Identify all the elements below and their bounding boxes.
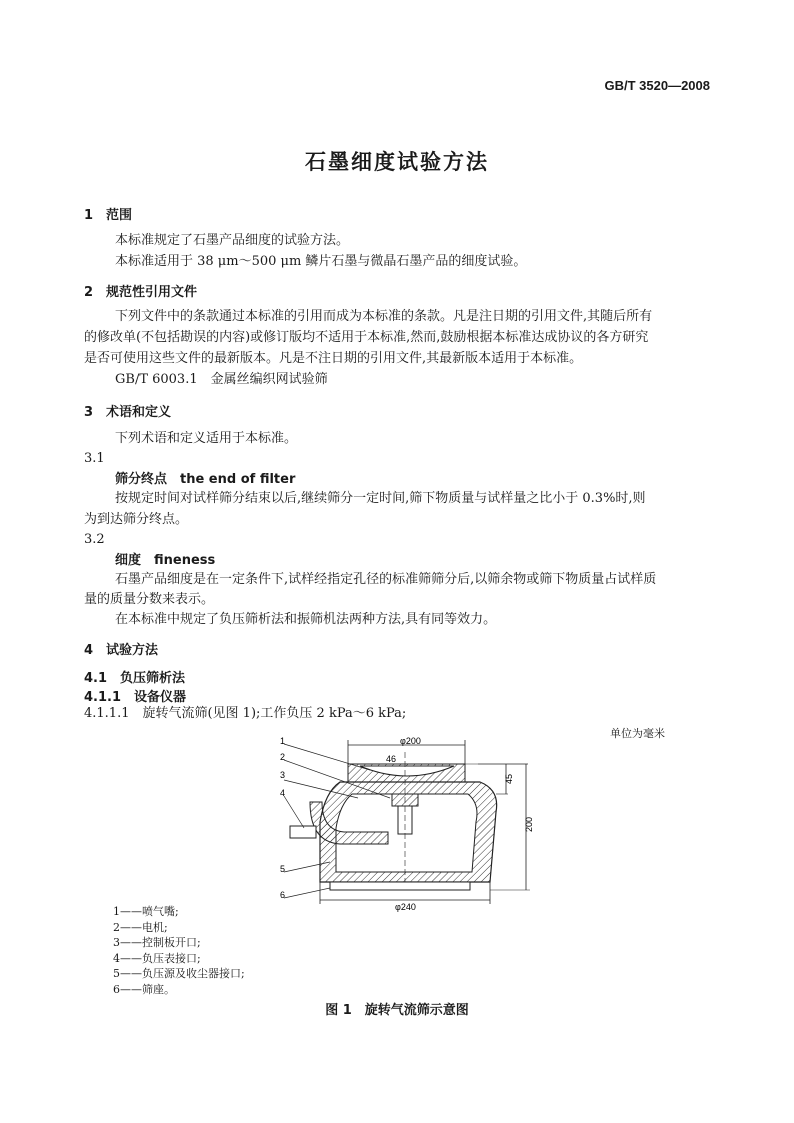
section-1-para-1: 本标准规定了石墨产品细度的试验方法。 bbox=[115, 233, 350, 248]
section-2-line-2: 的修改单(不包括勘误的内容)或修订版均不适用于本标准,然而,鼓励根据本标准达成协议的各方研究 bbox=[84, 330, 649, 345]
term-2-def-line-2: 量的质量分数来表示。 bbox=[84, 592, 215, 607]
page-title: 石墨细度试验方法 bbox=[305, 149, 489, 174]
dim-45: 45 bbox=[504, 773, 514, 784]
term-1-def-line-1: 按规定时间对试样筛分结束以后,继续筛分一定时间,筛下物质量与试样量之比小于 0.3%时,则 bbox=[115, 491, 646, 506]
section-4-1-1-1-text: 4.1.1.1 旋转气流筛(见图 1);工作负压 2 kPa～6 kPa; bbox=[84, 706, 407, 721]
dim-phi200: φ200 bbox=[400, 736, 421, 746]
term-2-def-line-1: 石墨产品细度是在一定条件下,试样经指定孔径的标准筛筛分后,以筛余物或筛下物质量占试样质 bbox=[115, 572, 657, 587]
section-4-1-1-heading: 4.1.1 设备仪器 bbox=[84, 690, 187, 705]
section-2-heading: 2 规范性引用文件 bbox=[84, 285, 198, 300]
legend-item-6: 6——筛座。 bbox=[113, 982, 175, 996]
callout-4: 4 bbox=[280, 788, 286, 798]
callout-6: 6 bbox=[280, 890, 286, 900]
standard-number: GB/T 3520—2008 bbox=[604, 78, 710, 93]
reference-item: GB/T 6003.1 金属丝编织网试验筛 bbox=[115, 372, 328, 387]
legend-item-3: 3——控制板开口; bbox=[113, 936, 201, 949]
callout-5: 5 bbox=[280, 864, 286, 874]
section-2-line-3: 是否可使用这些文件的最新版本。凡是不注日期的引用文件,其最新版本适用于本标准。 bbox=[84, 351, 583, 366]
section-3-heading: 3 术语和定义 bbox=[84, 405, 172, 420]
legend-item-1: 1——喷气嘴; bbox=[113, 905, 179, 918]
legend-item-2: 2——电机; bbox=[113, 920, 168, 934]
callout-2: 2 bbox=[280, 752, 286, 762]
rotary-sieve-diagram bbox=[270, 732, 550, 912]
callout-1: 1 bbox=[280, 736, 286, 746]
figure-legend bbox=[113, 904, 245, 997]
section-4-1-heading: 4.1 负压筛析法 bbox=[84, 671, 186, 686]
section-4-heading: 4 试验方法 bbox=[84, 643, 159, 658]
section-1-heading: 1 范围 bbox=[84, 208, 133, 223]
section-3-intro: 下列术语和定义适用于本标准。 bbox=[115, 431, 298, 446]
section-2-line-1: 下列文件中的条款通过本标准的引用而成为本标准的条款。凡是注日期的引用文件,其随后所有 bbox=[115, 309, 653, 324]
term-2-def-line-3: 在本标准中规定了负压筛析法和振筛机法两种方法,具有同等效力。 bbox=[115, 612, 497, 627]
term-1-number: 3.1 bbox=[84, 451, 105, 466]
term-1-def-line-2: 为到达筛分终点。 bbox=[84, 512, 189, 527]
legend-item-5: 5——负压源及收尘器接口; bbox=[113, 967, 245, 980]
dim-46: 46 bbox=[386, 754, 397, 764]
section-1-para-2: 本标准适用于 38 μm～500 μm 鳞片石墨与微晶石墨产品的细度试验。 bbox=[115, 254, 527, 269]
dim-h200: 200 bbox=[524, 816, 534, 832]
figure-caption: 图 1 旋转气流筛示意图 bbox=[325, 1003, 469, 1018]
term-1-name: 筛分终点 the end of filter bbox=[115, 472, 296, 487]
term-2-name: 细度 fineness bbox=[115, 553, 216, 568]
unit-label: 单位为毫米 bbox=[610, 727, 665, 740]
legend-item-4: 4——负压表接口; bbox=[113, 951, 201, 965]
dim-phi240: φ240 bbox=[395, 902, 416, 912]
term-2-number: 3.2 bbox=[84, 532, 105, 547]
callout-3: 3 bbox=[280, 770, 286, 780]
